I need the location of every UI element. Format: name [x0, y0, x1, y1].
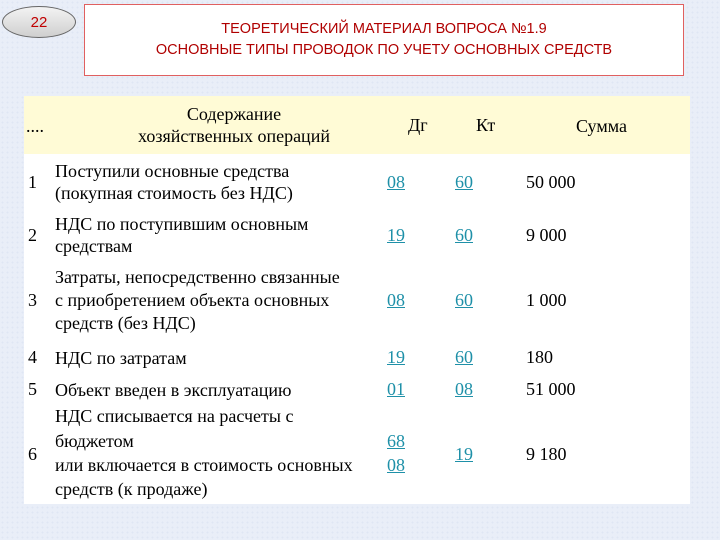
row-amount: 180: [526, 347, 553, 367]
row-num: 5: [28, 379, 37, 399]
row-desc-line: НДС по поступившим основным: [55, 214, 309, 234]
credit-account-link[interactable]: 60: [455, 347, 473, 367]
header-desc-line-1: Содержание: [186, 104, 282, 124]
row-desc-line: средствам: [55, 236, 133, 256]
row-num: 3: [28, 290, 37, 310]
row-amount: 50 000: [526, 172, 576, 192]
credit-account-link[interactable]: 19: [455, 444, 473, 464]
debit-account-link-2[interactable]: 08: [387, 455, 405, 475]
row-desc-line: НДС списывается на расчеты с: [55, 406, 294, 426]
row-desc-line: Поступили основные средства: [55, 161, 290, 181]
debit-account-link[interactable]: 19: [387, 225, 405, 245]
row-desc-line: средств (к продаже): [55, 479, 208, 499]
row-desc-line: или включается в стоимость основных: [55, 455, 353, 475]
debit-account-link[interactable]: 08: [387, 172, 405, 192]
debit-account-link-1[interactable]: 68: [387, 431, 405, 451]
credit-account-link[interactable]: 60: [455, 172, 473, 192]
row-desc-line: Объект введен в эксплуатацию: [55, 380, 292, 400]
row-desc-line: бюджетом: [55, 431, 134, 451]
credit-account-link[interactable]: 08: [455, 379, 473, 399]
header-desc-line-2: хозяйственных операций: [138, 126, 330, 146]
row-amount: 1 000: [526, 290, 567, 310]
debit-account-link[interactable]: 08: [387, 290, 405, 310]
row-desc-line: Затраты, непосредственно связанные: [55, 267, 340, 287]
title-line-1: ТЕОРЕТИЧЕСКИЙ МАТЕРИАЛ ВОПРОСА №1.9: [221, 21, 547, 37]
table-header: [24, 96, 690, 154]
entries-table: [24, 96, 690, 504]
title-line-2: ОСНОВНЫЕ ТИПЫ ПРОВОДОК ПО УЧЕТУ ОСНОВНЫХ СРЕДСТВ: [155, 42, 613, 58]
debit-account-link[interactable]: 19: [387, 347, 405, 367]
slide-number: 22: [30, 13, 48, 31]
row-desc-line: средств (без НДС): [55, 313, 196, 333]
header-amount: Сумма: [576, 116, 627, 136]
row-num: 6: [28, 444, 37, 464]
row-desc-line: НДС по затратам: [55, 348, 187, 368]
row-amount: 9 180: [526, 444, 567, 464]
slide-number-badge: [2, 6, 76, 38]
row-amount: 9 000: [526, 225, 567, 245]
debit-account-link[interactable]: 01: [387, 379, 405, 399]
title-box: [84, 4, 684, 76]
header-num: ....: [26, 116, 44, 136]
row-num: 1: [28, 172, 37, 192]
row-desc-line: с приобретением объекта основных: [55, 290, 330, 310]
row-amount: 51 000: [526, 379, 576, 399]
header-credit: Кт: [476, 115, 496, 135]
row-num: 4: [28, 347, 37, 367]
header-debit: Дг: [408, 115, 428, 135]
row-num: 2: [28, 225, 37, 245]
row-desc-line: (покупная стоимость без НДС): [55, 183, 293, 203]
credit-account-link[interactable]: 60: [455, 290, 473, 310]
credit-account-link[interactable]: 60: [455, 225, 473, 245]
